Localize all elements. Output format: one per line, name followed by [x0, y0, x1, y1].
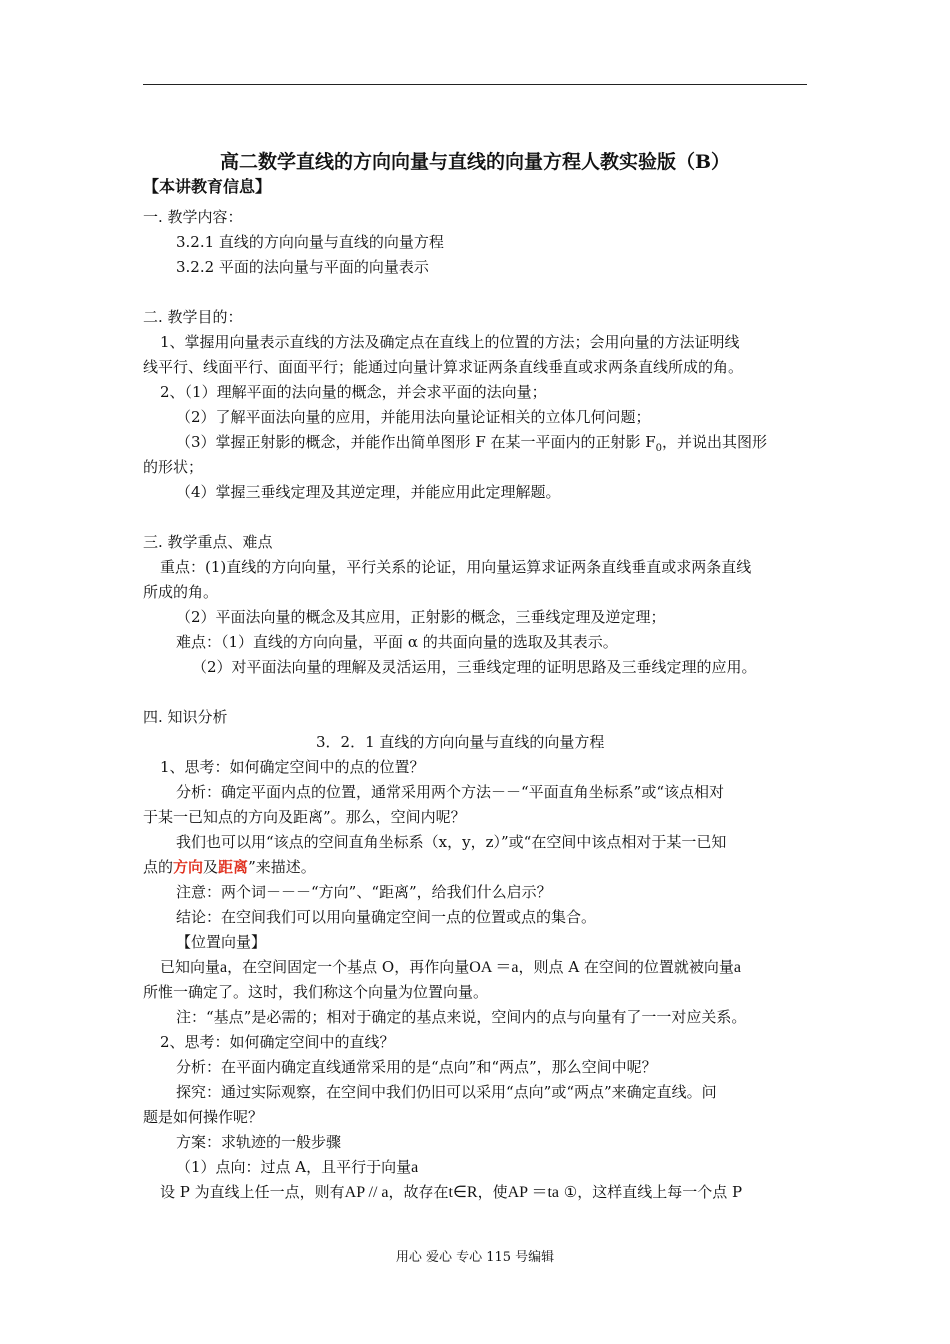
- paragraph-line: （3）掌握正射影的概念，并能作出简单图形 F 在某一平面内的正射影 $F_0$，并说出其图形: [176, 433, 768, 454]
- paragraph-line: 于某一已知点的方向及距离”。那么，空间内呢？: [143, 808, 466, 826]
- paragraph-line: 所成的角。: [143, 583, 219, 601]
- section-header: 【本讲教育信息】: [143, 177, 272, 196]
- paragraph-line: 注意：两个词－－－“方向”、“距离”，给我们什么启示？: [176, 883, 552, 901]
- vector-a: a: [220, 959, 228, 976]
- section-heading: 四. 知识分析: [143, 708, 228, 726]
- highlight-direction: 方向: [173, 858, 204, 876]
- paragraph-line: （4）掌握三垂线定理及其逆定理，并能应用此定理解题。: [176, 483, 561, 501]
- paragraph-line: 设 P 为直线上任一点，则有AP // a，故存在t∈R，使AP ＝ta ①，这样直线上每一个点 P: [160, 1183, 743, 1201]
- paragraph-line: （2）了解平面法向量的应用，并能用法向量论证相关的立体几何问题；: [176, 408, 651, 426]
- paragraph-line: 线平行、线面平行、面面平行；能通过向量计算求证两条直线垂直或求两条直线所成的角。: [143, 358, 744, 376]
- vector-a: a: [733, 959, 742, 976]
- paragraph-line: 1、掌握用向量表示直线的方法及确定点在直线上的位置的方法；会用向量的方法证明线: [160, 333, 740, 351]
- paragraph-line: 已知向量a，在空间固定一个基点 O，再作向量OA ＝a，则点 A 在空间的位置就被向量a: [160, 958, 742, 976]
- paragraph-line: 分析：在平面内确定直线通常采用的是“点向”和“两点”，那么空间中呢？: [176, 1058, 657, 1076]
- paragraph-line: 题是如何操作呢？: [143, 1108, 264, 1126]
- paragraph-line: 所惟一确定了。这时，我们称这个向量为位置向量。: [143, 983, 489, 1001]
- paragraph-line: 1、思考：如何确定空间中的点的位置？: [160, 758, 425, 776]
- paragraph-line: （2）平面法向量的概念及其应用，正射影的概念，三垂线定理及逆定理；: [176, 608, 666, 626]
- paragraph-line: 点的方向及距离”来描述。: [143, 858, 316, 876]
- header-rule: [143, 84, 807, 85]
- paragraph-line: 注：“基点”是必需的；相对于确定的基点来说，空间内的点与向量有了一一对应关系。: [176, 1008, 747, 1026]
- paragraph-line: 探究：通过实际观察，在空间中我们仍旧可以采用“点向”或“两点”来确定直线。问: [176, 1083, 717, 1101]
- page-footer: 用心 爱心 专心 115 号编辑: [395, 1250, 555, 1265]
- vector-oa-equation: OA ＝a: [469, 959, 519, 976]
- parallel-expression: AP // a: [344, 1184, 389, 1201]
- t-in-r: t∈R: [448, 1184, 478, 1201]
- vector-a: a: [411, 1159, 419, 1176]
- paragraph-line: 的形状；: [143, 458, 204, 476]
- paragraph-line: 结论：在空间我们可以用向量确定空间一点的位置或点的集合。: [176, 908, 597, 926]
- highlight-distance: 距离: [218, 858, 249, 876]
- vector-equation: AP ＝ta: [507, 1184, 560, 1201]
- paragraph-line: 方案：求轨迹的一般步骤: [176, 1133, 342, 1151]
- paragraph-line: 我们也可以用“该点的空间直角坐标系（x，y，z）”或“在空间中该点相对于某一已知: [176, 833, 727, 851]
- subsection-header: 【位置向量】: [176, 933, 267, 951]
- paragraph-line: 难点：（1）直线的方向向量，平面 α 的共面向量的选取及其表示。: [176, 633, 618, 651]
- subsection-title: 3．2．1 直线的方向向量与直线的向量方程: [316, 733, 605, 751]
- paragraph-line: （1）点向：过点 A，且平行于向量a: [176, 1158, 419, 1176]
- section-heading: 一. 教学内容：: [143, 208, 243, 226]
- content-item: 3.2.1 直线的方向向量与直线的向量方程: [176, 233, 444, 251]
- section-heading: 二. 教学目的：: [143, 308, 243, 326]
- paragraph-line: 分析：确定平面内点的位置，通常采用两个方法－－“平面直角坐标系”或“该点相对: [176, 783, 725, 801]
- paragraph-line: 2、思考：如何确定空间中的直线？: [160, 1033, 395, 1051]
- section-heading: 三. 教学重点、难点: [143, 533, 273, 551]
- paragraph-line: 2、（1）理解平面的法向量的概念，并会求平面的法向量；: [160, 383, 547, 401]
- page-title: 高二数学直线的方向向量与直线的向量方程人教实验版（B）: [219, 151, 731, 173]
- paragraph-line: （2）对平面法向量的理解及灵活运用，三垂线定理的证明思路及三垂线定理的应用。: [192, 658, 757, 676]
- content-item: 3.2.2 平面的法向量与平面的向量表示: [176, 258, 429, 276]
- paragraph-line: 重点：(1)直线的方向向量，平行关系的论证，用向量运算求证两条直线垂直或求两条直线: [160, 558, 752, 576]
